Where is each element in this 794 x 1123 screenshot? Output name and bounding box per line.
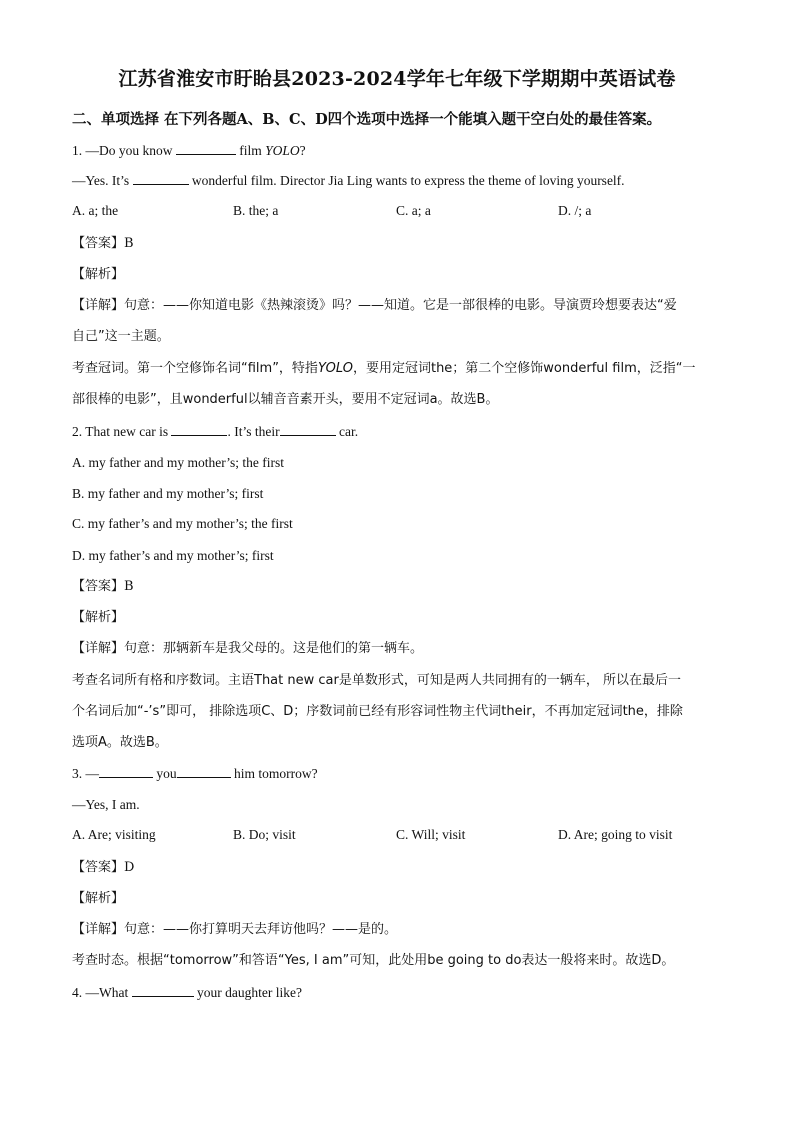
q2-analysis-label: 【解析】 (72, 610, 125, 625)
q4-stem-text: 4. —What (72, 985, 129, 1000)
q3-stem (72, 765, 318, 783)
q3-stem-text: him tomorrow? (234, 766, 318, 781)
q1-reply-text: —Yes. It’s (72, 173, 130, 188)
explanation-italic: YOLO (317, 361, 353, 376)
q2-detail (72, 640, 423, 658)
detail-label: 【详解】 (72, 641, 125, 656)
answer-label: 【答案】 (72, 579, 125, 594)
answer-value: B (124, 579, 134, 594)
q2-explanation: 考查名词所有格和序数词。主语That new car是单数形式，可知是两人共同拥有的一辆车， 所以在最后一 (72, 673, 681, 688)
q3-answer (72, 859, 134, 877)
q3-stem-text: you (156, 766, 177, 781)
answer-blank (132, 984, 194, 997)
q3-option-c: C. Will; visit (396, 827, 466, 842)
detail-label: 【详解】 (72, 298, 125, 313)
answer-label: 【答案】 (72, 236, 125, 251)
q1-answer (72, 235, 134, 253)
q1-option-b: B. the; a (233, 203, 279, 218)
q4-stem-text: your daughter like? (197, 985, 302, 1000)
detail-text: 句意：那辆新车是我父母的。这是他们的第一辆车。 (124, 641, 424, 656)
q1-option-c: C. a; a (396, 203, 431, 218)
answer-value: D (124, 860, 135, 875)
q1-stem (72, 142, 306, 160)
detail-text: 句意：——你知道电影《热辣滚烫》吗？——知道。它是一部很棒的电影。导演贾玲想要表达“爱 (124, 298, 677, 313)
q2-option-d: D. my father’s and my mother’s; first (72, 548, 274, 563)
q3-stem-text: 3. — (72, 766, 99, 781)
q3-detail (72, 921, 397, 939)
answer-blank (280, 423, 336, 436)
q3-analysis-label: 【解析】 (72, 891, 125, 906)
detail-label: 【详解】 (72, 922, 125, 937)
q2-option-c: C. my father’s and my mother’s; the first (72, 516, 293, 531)
q3-reply: —Yes, I am. (72, 797, 140, 812)
q1-option-d: D. /; a (558, 203, 592, 218)
q1-reply (72, 172, 625, 190)
q3-option-d: D. Are; going to visit (558, 827, 673, 842)
q2-stem-text: 2. That new car is (72, 424, 169, 439)
answer-blank (99, 765, 153, 778)
answer-value: B (124, 236, 134, 251)
answer-label: 【答案】 (72, 860, 125, 875)
q1-explanation (72, 360, 695, 378)
q1-option-a: A. a; the (72, 203, 119, 218)
q1-film-title: YOLO (265, 143, 300, 158)
q4-stem (72, 984, 302, 1002)
q2-explanation-cont2: 选项A。故选B。 (72, 735, 168, 750)
q1-stem-text: film (239, 143, 262, 158)
explanation-text: 考查冠词。第一个空修饰名词“film”，特指 (72, 361, 318, 376)
section-heading: 二、单项选择 在下列各题A、B、C、D四个选项中选择一个能填入题干空白处的最佳答案。 (72, 111, 662, 128)
detail-text: 句意：——你打算明天去拜访他吗？——是的。 (124, 922, 398, 937)
q2-stem-text: . It’s their (227, 424, 280, 439)
q2-option-b: B. my father and my mother’s; first (72, 486, 264, 501)
answer-blank (176, 142, 236, 155)
q3-option-a: A. Are; visiting (72, 827, 156, 842)
explanation-text: ，要用定冠词the；第二个空修饰wonderful film，泛指“一 (352, 361, 696, 376)
q3-option-b: B. Do; visit (233, 827, 296, 842)
q2-stem (72, 423, 358, 441)
q3-explanation: 考查时态。根据“tomorrow”和答语“Yes, I am”可知，此处用be going to do表达一般将来时。故选D。 (72, 953, 675, 968)
page-title: 江苏省淮安市盱眙县2023-2024学年七年级下学期期中英语试卷 (118, 68, 676, 90)
q1-stem-text: 1. —Do you know (72, 143, 173, 158)
q2-stem-text: car. (338, 424, 359, 439)
answer-blank (177, 765, 231, 778)
answer-blank (133, 172, 189, 185)
q2-option-a: A. my father and my mother’s; the first (72, 455, 284, 470)
answer-blank (171, 423, 227, 436)
q1-detail-cont: 自己”这一主题。 (72, 329, 170, 344)
q1-analysis-label: 【解析】 (72, 267, 125, 282)
q2-explanation-cont: 个名词后加“-’s”即可， 排除选项C、D；序数词前已经有形容词性物主代词their，不再加定冠词the，排除 (72, 704, 683, 719)
q1-detail (72, 297, 677, 315)
q1-reply-text: wonderful film. Director Jia Ling wants to express the theme of loving yourself. (191, 173, 625, 188)
q2-answer (72, 578, 134, 596)
q1-stem-text: ? (299, 143, 306, 158)
q1-explanation-cont: 部很棒的电影”，且wonderful以辅音音素开头，要用不定冠词a。故选B。 (72, 392, 499, 407)
